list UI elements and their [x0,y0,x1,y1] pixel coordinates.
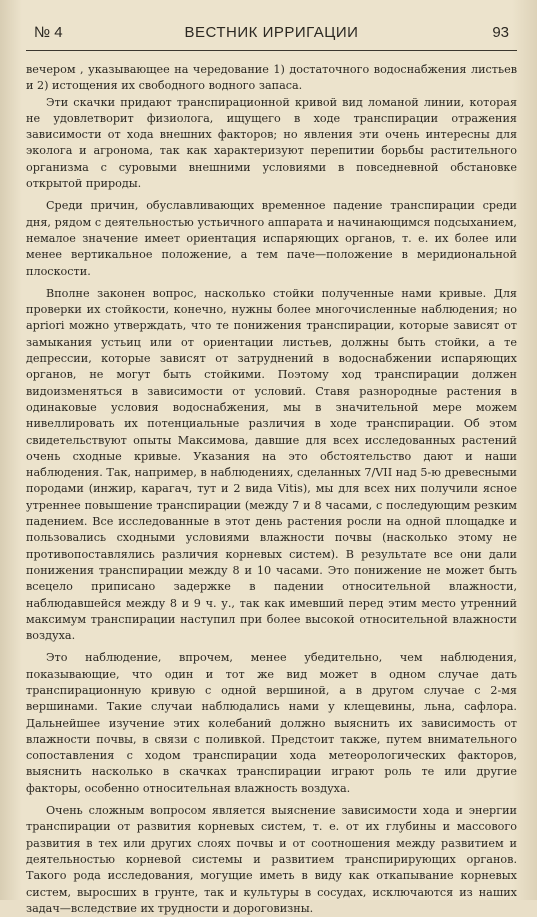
running-header [26,20,517,50]
paragraph-4: Вполне законен вопрос, насколько стойки полученные нами кривые. Для проверки их стойкости, конечно, нужны более многочисленные наблюдения; но apriori можно утверждать, что те понижения транспирации, которые зависят от замыкания устьиц или от ориентации листьев, должны быть стойки, а те депрессии, которые зависят от затруднений в водоснабжении испаряющих органов, не могут быть стойкими. Поэтому ход транспирации должен видоизменяться в зависимости от условий. Ставя разнородные растения в одинаковые условия водоснабжения, мы в значительной мере можем нивеллировать их потенциальные различия в ходе транспирации. Об этом свидетельствуют опыты Максимова, давшие для всех исследованных растений очень сходные кривые. Указания на это обстоятельство дают и наши наблюдения. Так, например, в наблюдениях, сделанных 7/VII над 5-ю древесными породами (инжир, карагач, тут и 2 вида Vitis), мы для всех них получили ясное утреннее повышение транспирации (между 7 и 8 часами, с последующим резким падением. Все исследованные в этот день растения росли на одной площадке и пользовались сходными условиями влажности почвы (насколько этому не противопоставлялись различия корневых систем). В результате все они дали понижения транспирации между 8 и 10 часами. Это понижение не может быть всецело приписано задержке в падении относительной влажности, наблюдавшейся между 8 и 9 ч. у., так как имевший перед этим место утренний максимум транспирации наступил при более высокой относительной влажности воздуха. [26,286,517,643]
paragraph-2: Эти скачки придают транспирационной кривой вид ломаной линии, которая не удовлетворит физиолога, ищущего в ходе транспирации отражения зависимости от хода внешних факторов; но явления эти очень интересны для эколога и агронома, так как характеризуют перепитии борьбы растительного организма с суровыми внешними условиями в повседневной обстановке открытой природы. [26,95,517,191]
journal-title: ВЕСТНИК ИРРИГАЦИИ [184,24,359,41]
header-rule [26,50,517,51]
paragraph-1: вечером , указывающее на чередование 1) достаточного водоснабжения листьев и 2) истощения их свободного водного запаса. [26,63,517,93]
issue-number: № 4 [34,24,63,41]
page-number: 93 [492,24,509,41]
paragraph-3: Среди причин, обуславливающих временное падение транспирации среди дня, рядом с деятельностью устьичного аппарата и начинающимся подсыханием, немалое значение имеет ориентация испаряющих органов, т. е. их более или менее вертикальное положение, а тем паче—положение в меридиональной плоскости. [26,199,517,278]
paragraph-5: Это наблюдение, впрочем, менее убедительно, чем наблюдения, показывающие, что один и тот же вид может в одном случае дать транспирационную кривую с одной вершиной, а в другом случае с 2-мя вершинами. Такие случаи наблюдались нами у клещевины, льна, сафлора. Дальнейшее изучение этих колебаний должно выяснить их зависимость от влажности почвы, в связи с поливкой. Предстоит также, путем внимательного сопоставления с ходом транспирации хода метеорологических факторов, выяснить насколько в скачках транспирации играют роль те или другие факторы, особенно относительная влажность воздуха. [26,651,517,795]
body-text [26,62,517,917]
paragraph-6: Очень сложным вопросом является выяснение зависимости хода и энергии транспирации от развития корневых систем, т. е. от их глубины и массового развития в тех или других слоях почвы и от соотношения между развитием и деятельностью корневой системы и развитием транспирирующих органов. Такого рода исследования, могущие иметь в виду как откапывание корневых систем, выросших в грунте, так и культуры в сосудах, исключаются из наших задач—вследствие их трудности и дороговизны. [26,804,517,915]
